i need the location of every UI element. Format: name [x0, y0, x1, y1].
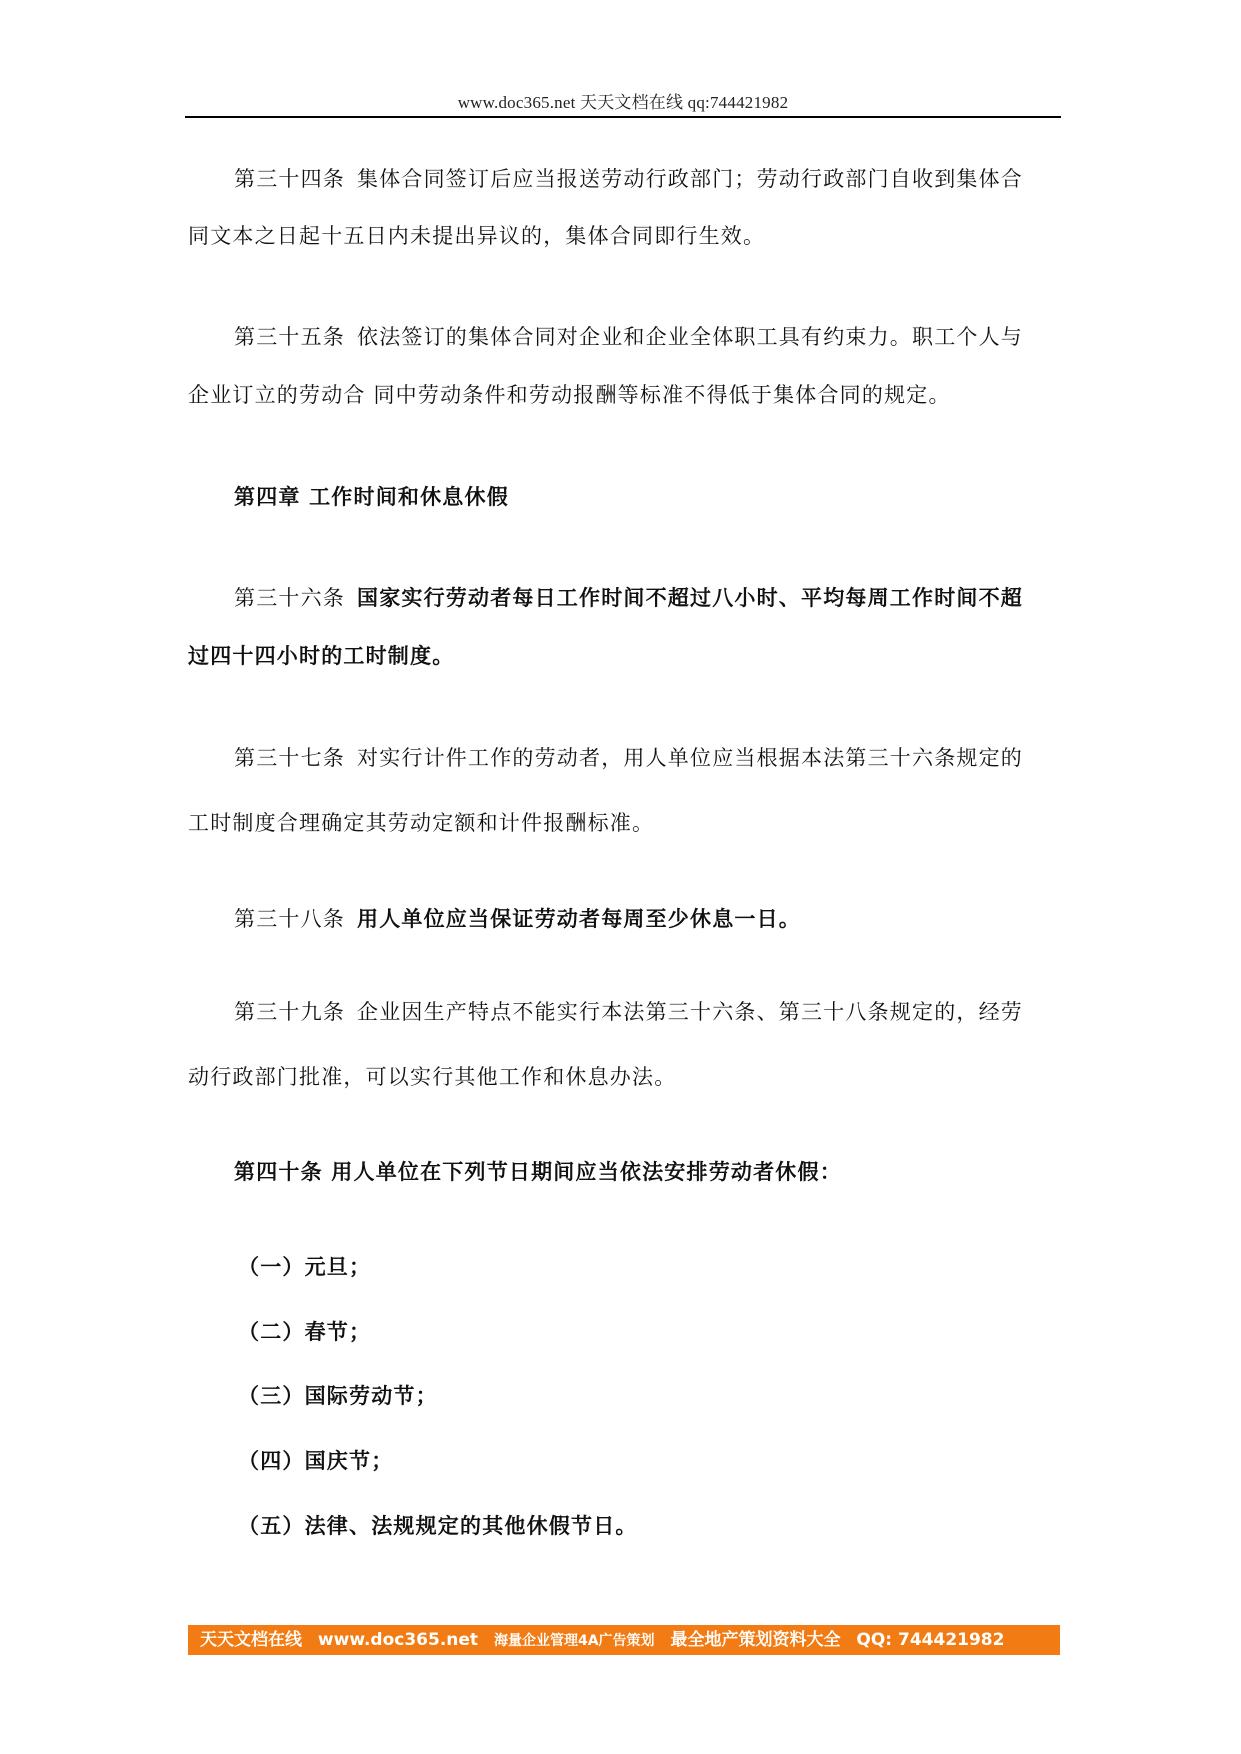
footer-slogan-1: 海量企业管理4A广告策划 [493, 1633, 655, 1649]
article-34-text-1: 集体合同签订后应当报送劳动行政部门；劳动行政部门自收到集体合 [357, 167, 1023, 191]
holiday-item-3: （三）国际劳动节； [238, 1384, 438, 1408]
chapter-4-heading: 第四章 工作时间和休息休假 [234, 485, 509, 509]
article-40-line-1: 第四十条 用人单位在下列节日期间应当依法安排劳动者休假： [234, 1160, 842, 1184]
holiday-item-5: （五）法律、法规规定的其他休假节日。 [238, 1514, 638, 1538]
footer-url: www.doc365.net [317, 1630, 479, 1650]
article-35-line-2: 企业订立的劳动合 同中劳动条件和劳动报酬等标准不得低于集体合同的规定。 [188, 383, 951, 407]
article-37-line-1 [234, 744, 1023, 772]
article-34-label: 第三十四条 [234, 167, 345, 191]
article-35-text-1: 依法签订的集体合同对企业和企业全体职工具有约束力。职工个人与 [357, 325, 1023, 349]
article-35-line-1 [234, 323, 1023, 351]
article-36-label: 第三十六条 [234, 586, 345, 610]
article-36-line-1 [234, 584, 1023, 612]
article-39-text-1: 企业因生产特点不能实行本法第三十六条、第三十八条规定的，经劳 [357, 1000, 1023, 1024]
article-34-line-2: 同文本之日起十五日内未提出异议的，集体合同即行生效。 [188, 224, 766, 248]
article-36-text-1: 国家实行劳动者每日工作时间不超过八小时、平均每周工作时间不超 [357, 586, 1023, 610]
footer-qq: QQ: 744421982 [856, 1630, 1005, 1650]
article-38-text-1: 用人单位应当保证劳动者每周至少休息一日。 [357, 907, 801, 931]
article-37-label: 第三十七条 [234, 746, 345, 770]
holiday-item-4: （四）国庆节； [238, 1449, 394, 1473]
holiday-item-1: （一）元旦； [238, 1255, 372, 1279]
article-38-label: 第三十八条 [234, 907, 345, 931]
footer-site-name: 天天文档在线 [200, 1630, 302, 1650]
page-header: www.doc365.net 天天文档在线 qq:744421982 [457, 93, 789, 112]
article-38-line-1 [234, 905, 801, 933]
article-36-line-2: 过四十四小时的工时制度。 [188, 644, 455, 668]
article-35-label: 第三十五条 [234, 325, 345, 349]
article-39-line-1 [234, 998, 1023, 1026]
article-39-line-2: 动行政部门批准，可以实行其他工作和休息办法。 [188, 1065, 677, 1089]
footer-banner [188, 1625, 1060, 1655]
footer-slogan-2: 最全地产策划资料大全 [670, 1630, 841, 1650]
article-39-label: 第三十九条 [234, 1000, 345, 1024]
article-34-line-1 [234, 165, 1023, 193]
article-37-line-2: 工时制度合理确定其劳动定额和计件报酬标准。 [188, 811, 655, 835]
article-37-text-1: 对实行计件工作的劳动者，用人单位应当根据本法第三十六条规定的 [357, 746, 1023, 770]
holiday-item-2: （二）春节； [238, 1320, 372, 1344]
